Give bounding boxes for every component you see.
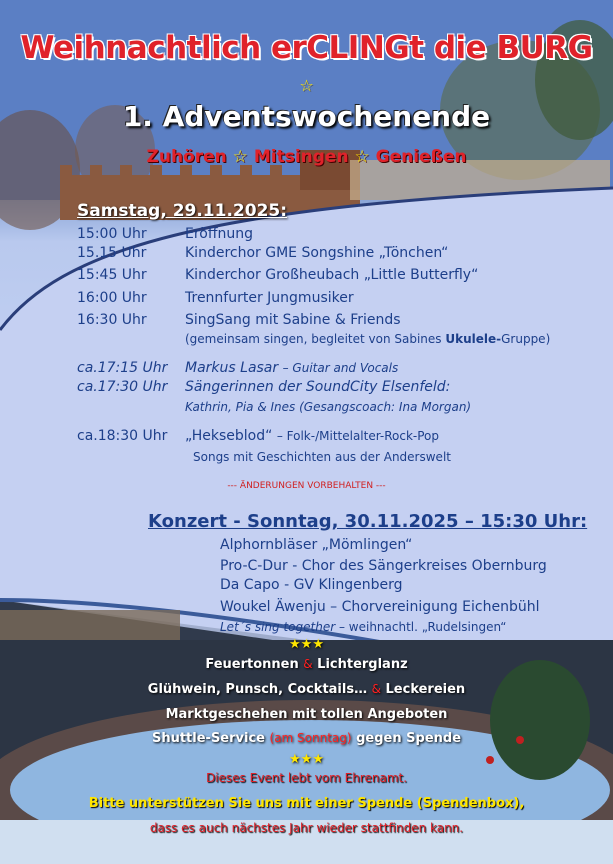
- schedule-time: 16:30 Uhr: [77, 312, 147, 328]
- extras-text: Shuttle-Service: [151, 731, 265, 746]
- act-name: Markus Lasar: [185, 360, 279, 376]
- schedule-time: 15.15 Uhr: [77, 245, 147, 261]
- next-year-note: dass es auch nächstes Jahr wieder stattfinden kann.: [149, 821, 464, 835]
- schedule-act: Kinderchor GME Songshine „Tönchen“: [185, 245, 449, 261]
- schedule-time: 16:00 Uhr: [77, 290, 147, 306]
- final-italic: Let´s sing together: [220, 620, 336, 634]
- extras-text: Glühwein, Punsch, Cocktails…: [147, 682, 368, 697]
- changes-notice: --- ÄNDERUNGEN VORBEHALTEN ---: [227, 481, 386, 491]
- schedule-act: [185, 428, 439, 444]
- stars-divider: ★★★: [289, 637, 324, 652]
- extras-amp: &: [371, 682, 381, 696]
- note-text: Gruppe): [501, 332, 551, 346]
- star-icon: ☆: [232, 147, 248, 167]
- extras-text: Feuertonnen: [205, 657, 299, 672]
- extras-text: gegen Spende: [356, 731, 462, 746]
- concert-item: Da Capo - GV Klingenberg: [220, 577, 403, 593]
- star-icon: ☆: [299, 76, 314, 95]
- schedule-act: Kinderchor Großheubach „Little Butterfly“: [185, 267, 479, 283]
- concert-item: Pro-C-Dur - Chor des Sängerkreises Obernburg: [220, 558, 547, 574]
- schedule-time: 15:00 Uhr: [77, 226, 147, 242]
- extras-line: Marktgeschehen mit tollen Angeboten: [165, 707, 448, 722]
- note-bold: Ukulele-: [445, 332, 502, 346]
- schedule-time: ca.17:30 Uhr: [77, 379, 168, 395]
- concert-final: [220, 620, 506, 634]
- note-text: (gemeinsam singen, begleitet von Sabines: [185, 332, 446, 346]
- schedule-act: SingSang mit Sabine & Friends: [185, 312, 401, 328]
- schedule-act: Eröffnung: [185, 226, 254, 242]
- schedule-time: ca.18:30 Uhr: [77, 428, 168, 444]
- schedule-time: 15:45 Uhr: [77, 267, 147, 283]
- tagline-item: Genießen: [375, 147, 467, 167]
- donation-appeal: Bitte unterstützen Sie uns mit einer Spende (Spendenbox),: [88, 796, 525, 811]
- schedule-act: Trennfurter Jungmusiker: [185, 290, 354, 306]
- hekseblod-detail: Songs mit Geschichten aus der Anderswelt: [193, 450, 451, 464]
- extras-text: Lichterglanz: [317, 657, 408, 672]
- singsang-note: [185, 332, 550, 346]
- act-detail: – Folk-/Mittelalter-Rock-Pop: [276, 429, 440, 443]
- volunteer-note: Dieses Event lebt vom Ehrenamt.: [205, 771, 408, 785]
- extras-text: Leckereien: [385, 682, 466, 697]
- schedule-act: Sängerinnen der SoundCity Elsenfeld:: [185, 379, 451, 395]
- act-name: „Hekseblod“: [185, 428, 273, 444]
- concert-item: Alphornbläser „Mömlingen“: [220, 537, 413, 553]
- schedule-act: [185, 360, 398, 376]
- tagline-item: Mitsingen: [253, 147, 349, 167]
- sunday-heading: Konzert - Sonntag, 30.11.2025 – 15:30 Uhr:: [148, 511, 588, 532]
- extras-line: [0, 682, 613, 697]
- soundcity-detail: Kathrin, Pia & Ines (Gesangscoach: Ina Morgan): [185, 400, 472, 414]
- saturday-heading: Samstag, 29.11.2025:: [77, 201, 288, 221]
- tagline: [0, 147, 613, 167]
- star-icon: ☆: [354, 147, 370, 167]
- extras-note: (am Sonntag): [269, 731, 352, 745]
- final-rest: – weihnachtl. „Rudelsingen“: [338, 620, 507, 634]
- poster-title: Weihnachtlich erCLINGt die BURG: [20, 30, 593, 66]
- extras-amp: &: [303, 657, 313, 671]
- schedule-time: ca.17:15 Uhr: [77, 360, 168, 376]
- event-subtitle: 1. Adventswochenende: [122, 100, 491, 133]
- act-detail: – Guitar and Vocals: [282, 361, 399, 375]
- tagline-item: Zuhören: [146, 147, 227, 167]
- stars-divider: ★★★: [289, 752, 324, 767]
- concert-item: Woukel Äwenju – Chorvereinigung Eichenbühl: [220, 599, 540, 615]
- extras-line: [0, 657, 613, 672]
- extras-line: [0, 731, 613, 746]
